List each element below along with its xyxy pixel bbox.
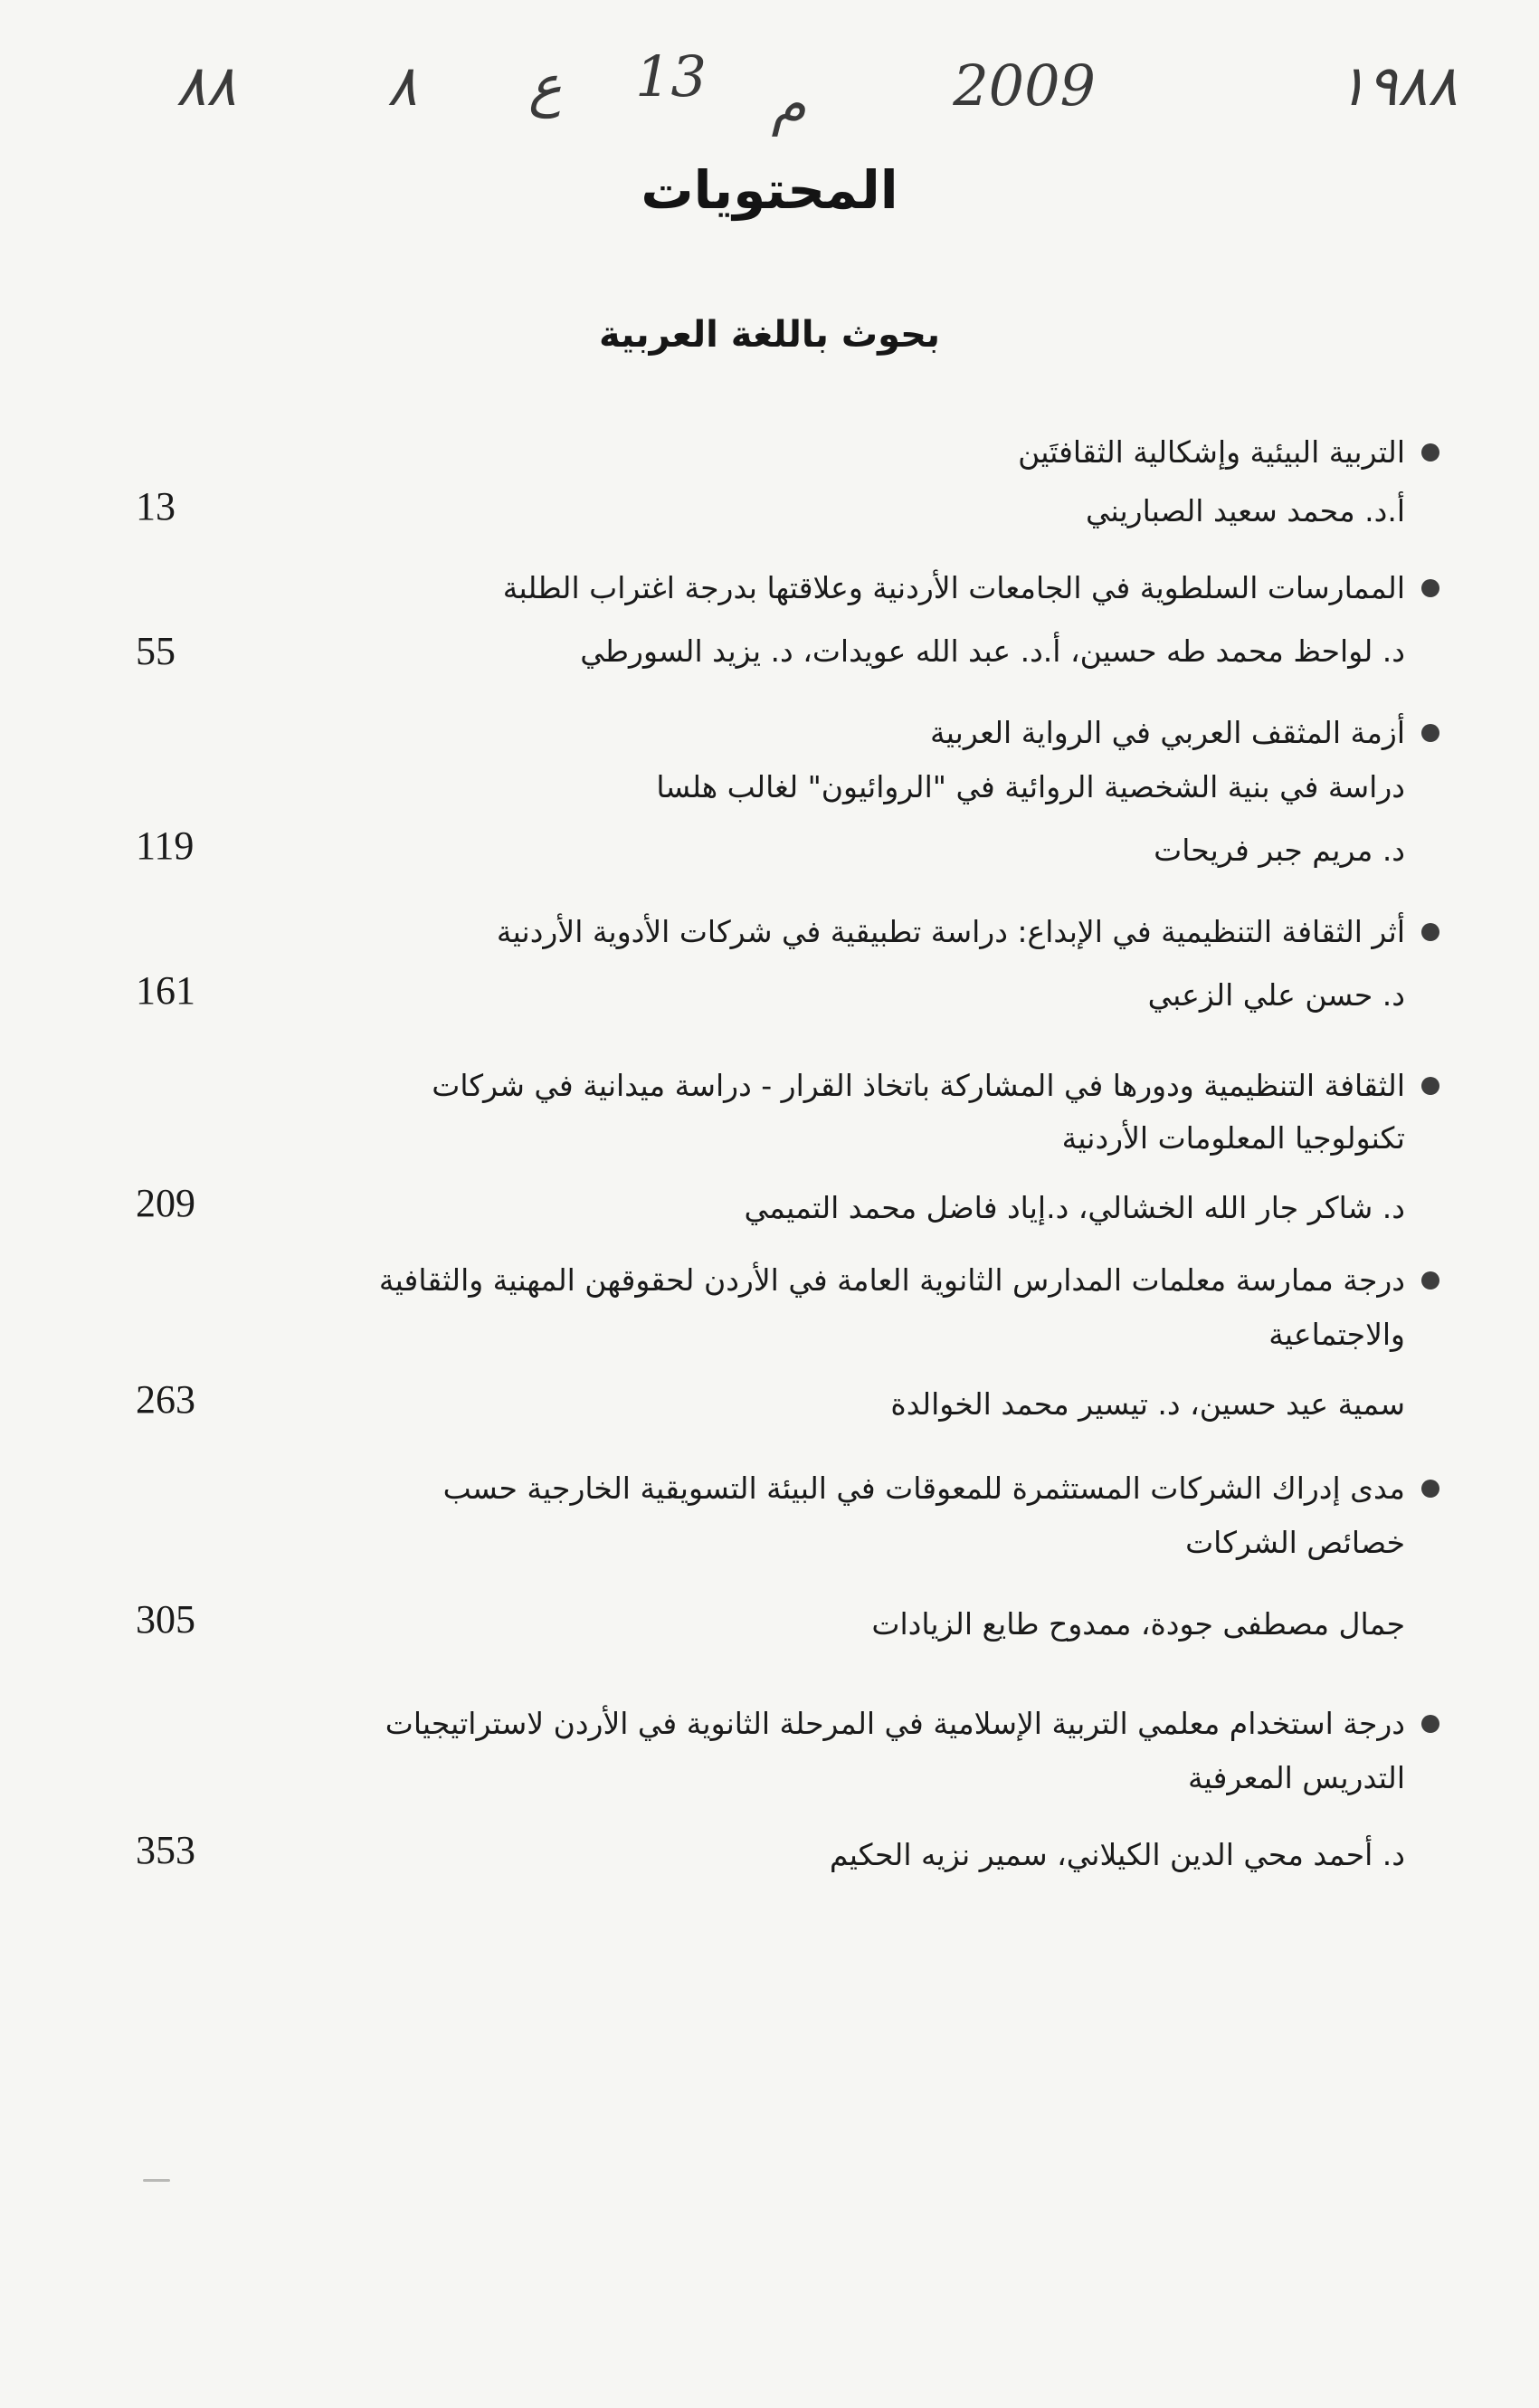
bullet-icon [1421, 443, 1439, 462]
entry-authors: د. أحمد محي الدين الكيلاني، سمير نزيه الحكيم [829, 1837, 1405, 1872]
entry-page-number: 55 [136, 629, 176, 673]
handwritten-year: 2009 [953, 52, 1096, 119]
entry-title-line: والاجتماعية [1268, 1317, 1405, 1352]
entry-title-line: مدى إدراك الشركات المستثمرة للمعوقات في البيئة التسويقية الخارجية حسب [442, 1470, 1405, 1506]
bullet-icon [1421, 1271, 1439, 1290]
entry-authors: د. شاكر جار الله الخشالي، د.إياد فاضل محمد التميمي [744, 1190, 1405, 1225]
entry-authors: د. مريم جبر فريحات [1154, 833, 1405, 868]
bullet-icon [1421, 923, 1439, 941]
bullet-icon [1421, 724, 1439, 742]
handwritten-num-mark: ٨ [386, 52, 417, 119]
section-title: بحوث باللغة العربية [599, 314, 940, 356]
entry-title-line: دراسة في بنية الشخصية الروائية في "الروائيون" لغالب هلسا [656, 769, 1405, 804]
scan-smudge [143, 2179, 170, 2182]
entry-page-number: 13 [136, 484, 176, 528]
page-title: المحتويات [641, 159, 898, 221]
handwritten-left-mark: ٨٨ [176, 52, 236, 119]
entry-authors: د. حسن علي الزعبي [1147, 977, 1405, 1013]
entry-page-number: 305 [136, 1597, 195, 1642]
entry-authors: جمال مصطفى جودة، ممدوح طايع الزيادات [871, 1606, 1405, 1642]
handwritten-e-mark: ع [528, 52, 562, 119]
entry-title-line: الممارسات السلطوية في الجامعات الأردنية وعلاقتها بدرجة اغتراب الطلبة [502, 570, 1405, 605]
entry-title-line: تكنولوجيا المعلومات الأردنية [1061, 1120, 1405, 1156]
bullet-icon [1421, 1077, 1439, 1095]
bullet-icon [1421, 1480, 1439, 1498]
entry-title-line: درجة استخدام معلمي التربية الإسلامية في المرحلة الثانوية في الأردن لاستراتيجيات [385, 1706, 1405, 1741]
handwritten-hijri-date: ١٩٨٨ [1336, 52, 1458, 119]
entry-title-line: خصائص الشركات [1185, 1525, 1405, 1560]
bullet-icon [1421, 579, 1439, 597]
entry-title-line: الثقافة التنظيمية ودورها في المشاركة باتخاذ القرار - دراسة ميدانية في شركات [432, 1068, 1405, 1103]
handwritten-m-mark: م [771, 71, 806, 137]
bullet-icon [1421, 1715, 1439, 1733]
entry-title-line: التدريس المعرفية [1187, 1760, 1405, 1795]
entry-authors: أ.د. محمد سعيد الصباريني [1086, 493, 1405, 528]
entry-page-number: 119 [136, 823, 195, 868]
entry-page-number: 263 [136, 1377, 195, 1422]
entry-title-line: أثر الثقافة التنظيمية في الإبداع: دراسة تطبيقية في شركات الأدوية الأردنية [496, 914, 1405, 949]
entry-authors: د. لواحظ محمد طه حسين، أ.د. عبد الله عويدات، د. يزيد السورطي [580, 633, 1405, 669]
entry-page-number: 353 [136, 1828, 195, 1872]
entry-page-number: 161 [136, 968, 195, 1013]
entry-authors: سمية عيد حسين، د. تيسير محمد الخوالدة [890, 1386, 1405, 1422]
entry-title-line: التربية البيئية وإشكالية الثقافتَين [1018, 434, 1405, 470]
entry-title-line: درجة ممارسة معلمات المدارس الثانوية العامة في الأردن لحقوقهن المهنية والثقافية [378, 1262, 1405, 1298]
entry-title-line: أزمة المثقف العربي في الرواية العربية [930, 715, 1405, 750]
handwritten-day: 13 [635, 43, 707, 109]
entry-page-number: 209 [136, 1181, 195, 1225]
